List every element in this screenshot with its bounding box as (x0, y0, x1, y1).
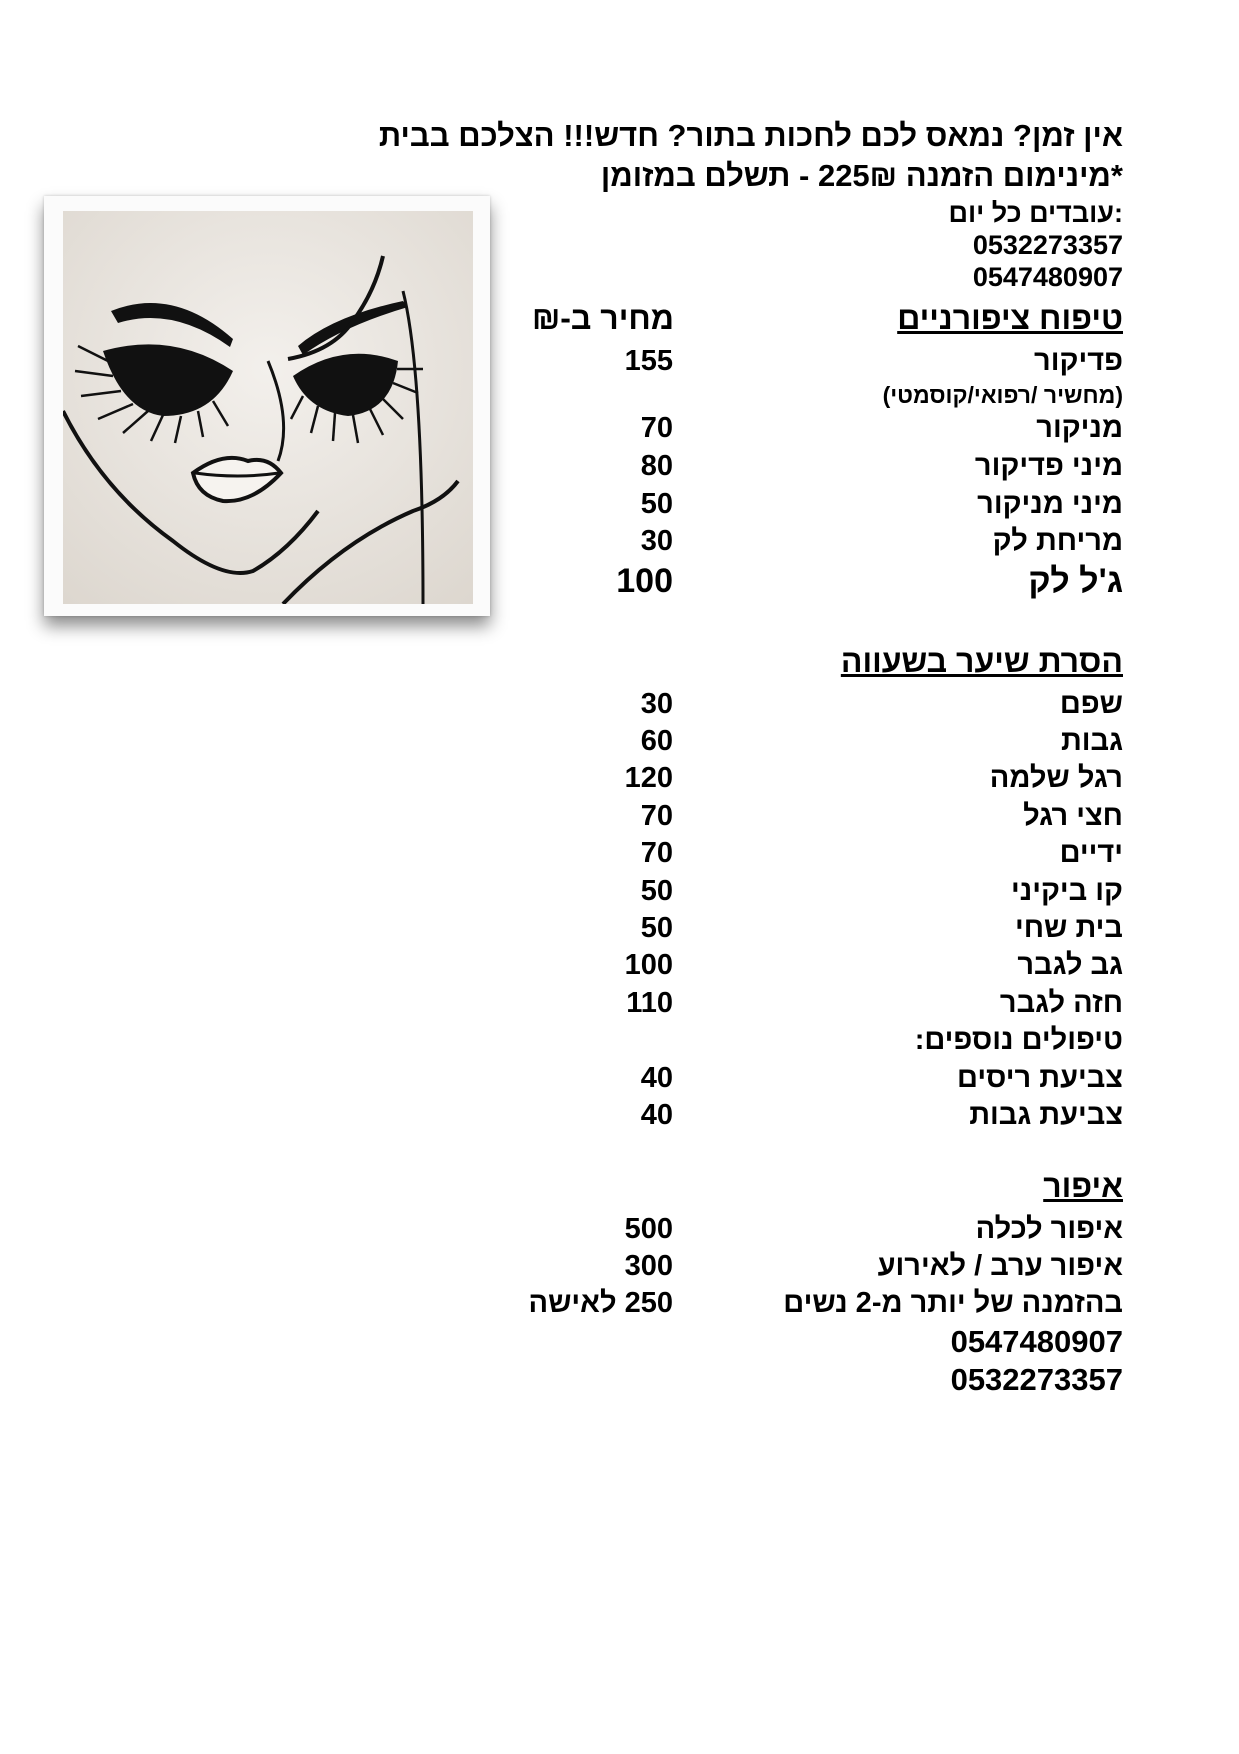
item-name: חזה לגבר (999, 987, 1123, 1019)
item-price: 60 (640, 725, 673, 757)
item-name: גבות (1060, 725, 1123, 757)
item-price: 40 (640, 1062, 673, 1094)
item-name: קו ביקיני (1010, 875, 1123, 907)
item-name: ג'ל לק (1028, 562, 1123, 600)
item-price: 30 (640, 688, 673, 720)
makeup-section-title: איפור (1043, 1168, 1123, 1204)
list-item (503, 450, 1123, 486)
item-name: מיני מניקור (977, 488, 1123, 520)
list-item (503, 562, 1123, 598)
item-name: צביעת ריסים (957, 1062, 1123, 1094)
list-item (503, 688, 1123, 724)
list-item (503, 525, 1123, 561)
item-name: מניקור (1036, 412, 1123, 444)
phone-number-2: 0547480907 (972, 262, 1123, 292)
item-price: 100 (616, 562, 673, 600)
item-price: 70 (640, 800, 673, 832)
headline: אין זמן? נמאס לכם לחכות בתור? חדש!!! הצלכם בבית (378, 118, 1123, 153)
list-item (503, 949, 1123, 985)
item-name: בית שחי (1014, 912, 1123, 944)
item-price: 250 לאישה (528, 1287, 673, 1319)
contact-phone-2: 0532273357 (950, 1362, 1123, 1397)
nails-section-title: טיפוח ציפורניים (897, 300, 1123, 336)
face-lineart-icon (63, 211, 473, 604)
item-name: איפור לכלה (975, 1213, 1123, 1245)
contact-phone-1: 0547480907 (950, 1324, 1123, 1359)
item-name: צביעת גבות (969, 1099, 1123, 1131)
waxing-section-title: הסרת שיער בשעווה (840, 643, 1123, 679)
item-price: 500 (624, 1213, 673, 1245)
list-item (503, 987, 1123, 1023)
item-price: 70 (640, 837, 673, 869)
face-illustration-photo (44, 196, 490, 616)
minimum-order-note: *מינימום הזמנה 225₪ - תשלם במזומן (600, 158, 1123, 193)
pedicure-note: (מחשיר /רפואי/קוסמטי) (882, 382, 1123, 408)
item-price: 300 (624, 1250, 673, 1282)
list-item (503, 488, 1123, 524)
item-name: רגל שלמה (989, 762, 1123, 794)
item-name: איפור ערב / לאירוע (877, 1250, 1123, 1282)
item-name: ידיים (1059, 837, 1123, 869)
phone-number-1: 0532273357 (972, 230, 1123, 260)
extra-treatments-label: טיפולים נוספים: (914, 1024, 1123, 1056)
item-price: 30 (640, 525, 673, 557)
extra-treatments-title (503, 1024, 1123, 1060)
list-item (503, 837, 1123, 873)
price-column-header: מחיר ב-₪ (531, 300, 674, 336)
item-price: 100 (624, 949, 673, 981)
item-name: שפם (1059, 688, 1123, 720)
item-price: 50 (640, 912, 673, 944)
working-days: עובדים כל יום: (948, 198, 1123, 228)
list-item (503, 875, 1123, 911)
list-item (503, 1062, 1123, 1098)
item-price: 70 (640, 412, 673, 444)
list-item (503, 1287, 1123, 1323)
item-price: 110 (626, 987, 673, 1019)
item-name: גב לגבר (1017, 949, 1123, 981)
list-item (503, 1213, 1123, 1249)
item-price: 155 (624, 345, 673, 377)
item-price: 80 (640, 450, 673, 482)
item-price: 50 (640, 488, 673, 520)
list-item (503, 1250, 1123, 1286)
item-price: 120 (624, 762, 673, 794)
list-item (503, 345, 1123, 381)
list-item (503, 800, 1123, 836)
item-price: 50 (640, 875, 673, 907)
item-price: 40 (640, 1099, 673, 1131)
list-item (503, 725, 1123, 761)
list-item (503, 412, 1123, 448)
item-name: חצי רגל (1023, 800, 1123, 832)
item-name: בהזמנה של יותר מ-2 נשים (783, 1287, 1123, 1319)
item-name: מריחת לק (992, 525, 1123, 557)
item-name: מיני פדיקור (974, 450, 1123, 482)
list-item (503, 912, 1123, 948)
list-item (503, 1099, 1123, 1135)
list-item (503, 762, 1123, 798)
item-name: פדיקור (1034, 345, 1123, 377)
